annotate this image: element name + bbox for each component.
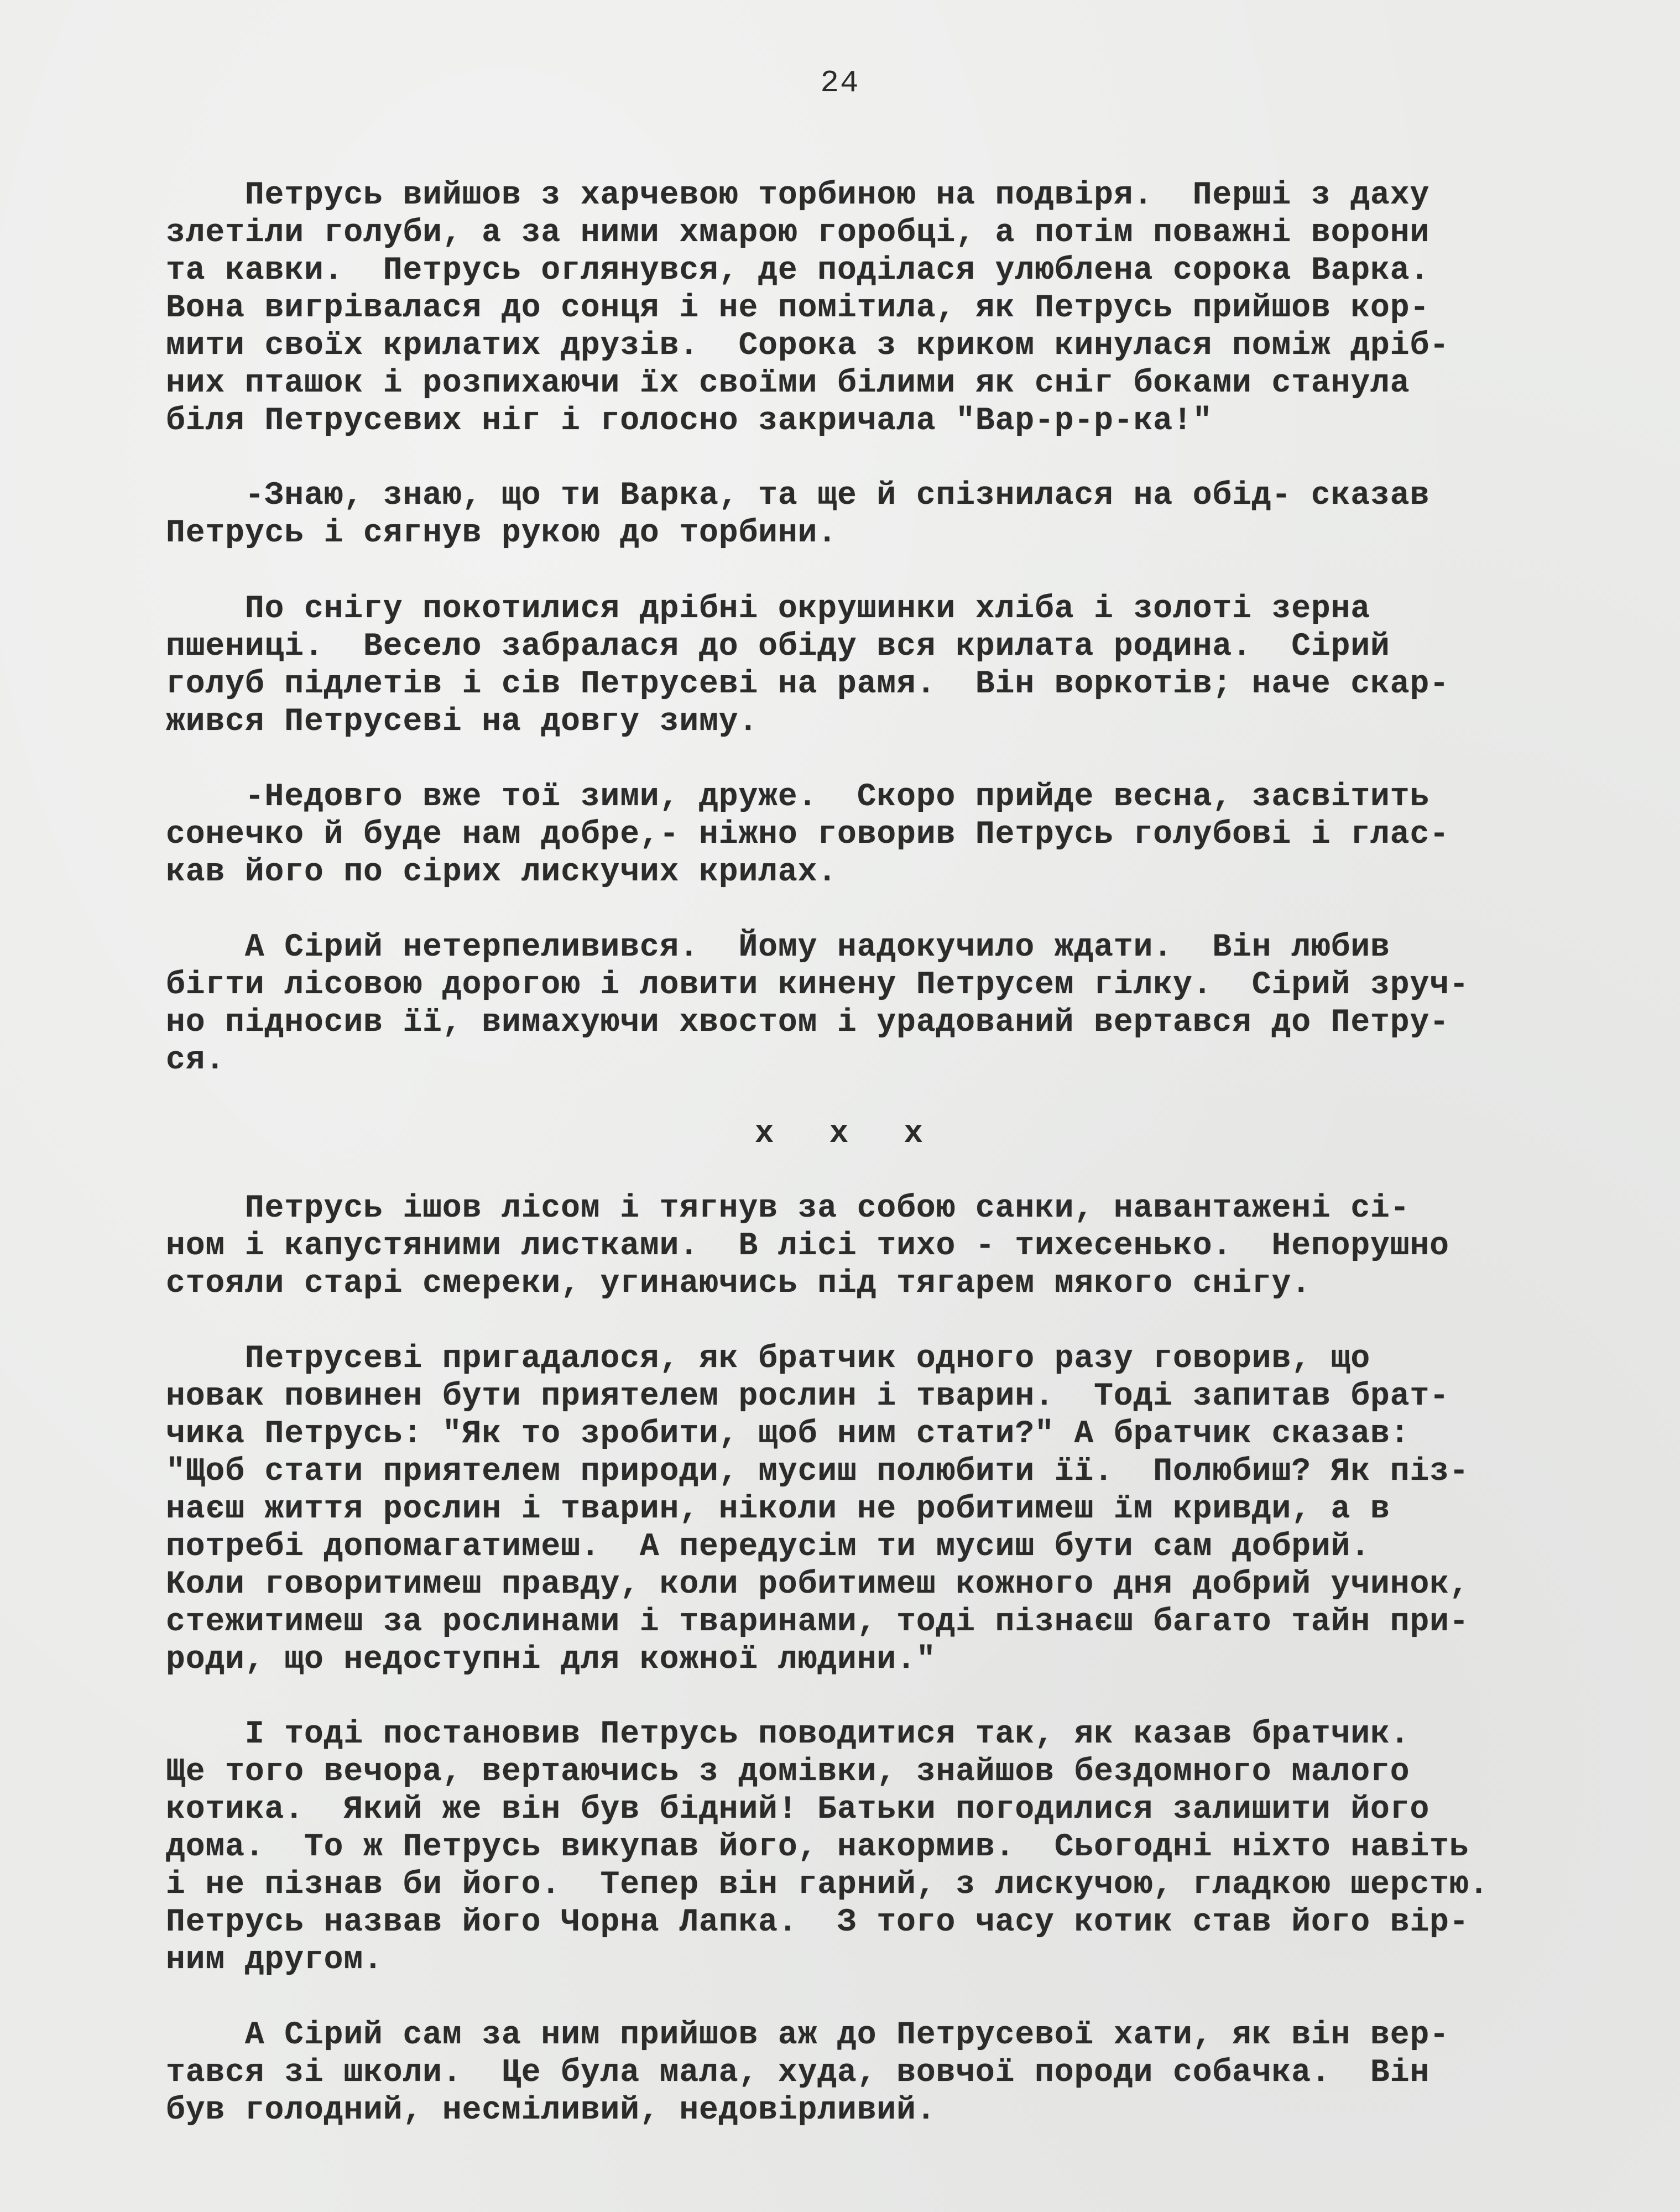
- text-line: "Щоб стати приятелем природи, мусиш полюбити її. Полюбиш? Як піз-: [166, 1454, 1469, 1490]
- text-line: ся.: [166, 1042, 226, 1078]
- text-line: А Сірий сам за ним прийшов аж до Петрусевої хати, як він вер-: [166, 2017, 1449, 2053]
- text-line: -Знаю, знаю, що ти Варка, та ще й спізнилася на обід- сказав: [166, 478, 1430, 514]
- text-line: пшениці. Весело забралася до обіду вся крилата родина. Сірий: [166, 629, 1390, 665]
- divider-mark: x: [754, 1116, 776, 1152]
- text-line: біля Петрусевих ніг і голосно закричала "Вар-р-р-ка!": [166, 403, 1213, 439]
- text-line: них пташок і розпихаючи їх своїми білими як сніг боками станула: [166, 366, 1410, 401]
- text-line: наєш життя рослин і тварин, ніколи не робитимеш їм кривди, а в: [166, 1491, 1390, 1527]
- text-line: голуб підлетів і сів Петрусеві на рамя. Він воркотів; наче скар-: [166, 666, 1449, 702]
- text-line: кав його по сірих лискучих крилах.: [166, 854, 837, 890]
- text-line: стежитимеш за рослинами і тваринами, тоді пізнаєш багато тайн при-: [166, 1604, 1469, 1640]
- text-line: -Недовго вже тої зими, друже. Скоро прийде весна, засвітить: [166, 779, 1430, 815]
- text-line: По снігу покотилися дрібні окрушинки хліба і золоті зерна: [166, 591, 1371, 627]
- text-line: роди, що недоступні для кожної людини.": [166, 1642, 936, 1678]
- text-line: Вона вигрівалася до сонця і не помітила, як Петрусь прийшов кор-: [166, 290, 1430, 326]
- text-line: Коли говоритимеш правду, коли робитимеш кожного дня добрий учинок,: [166, 1567, 1469, 1603]
- text-line: А Сірий нетерпеливився. Йому надокучило ждати. Він любив: [166, 930, 1390, 966]
- page-number: 24: [820, 65, 860, 101]
- text-line: стояли старі смереки, угинаючись під тягарем мякого снігу.: [166, 1266, 1311, 1302]
- text-line: І тоді постановив Петрусь поводитися так, як казав братчик.: [166, 1717, 1410, 1752]
- text-line: чика Петрусь: "Як то зробити, щоб ним стати?" А братчик сказав:: [166, 1416, 1410, 1452]
- text-line: но підносив її, вимахуючи хвостом і урадований вертався до Петру-: [166, 1005, 1449, 1041]
- text-line: ним другом.: [166, 1942, 383, 1978]
- text-line: Петрусеві пригадалося, як братчик одного разу говорив, що: [166, 1341, 1371, 1377]
- text-line: бігти лісовою дорогою і ловити кинену Петрусем гілку. Сірий зруч-: [166, 967, 1469, 1003]
- text-line: Петрусь ішов лісом і тягнув за собою санки, навантажені сі-: [166, 1191, 1410, 1227]
- text-line: Петрусь назвав його Чорна Лапка. З того часу котик став його вір-: [166, 1905, 1469, 1940]
- divider-mark: x: [904, 1116, 926, 1152]
- text-line: котика. Який же він був бідний! Батьки погодилися залишити його: [166, 1792, 1430, 1828]
- text-line: і не пізнав би його. Тепер він гарний, з лискучою, гладкою шерстю.: [166, 1867, 1489, 1903]
- text-line: мити своїх крилатих друзів. Сорока з криком кинулася поміж дріб-: [166, 328, 1449, 364]
- section-divider: [0, 1116, 1680, 1152]
- text-line: новак повинен бути приятелем рослин і тварин. Тоді запитав брат-: [166, 1379, 1449, 1415]
- text-line: тався зі школи. Це була мала, худа, вовчої породи собачка. Він: [166, 2055, 1430, 2091]
- text-line: був голодний, несміливий, недовірливий.: [166, 2093, 936, 2128]
- text-line: Петрусь вийшов з харчевою торбиною на подвіря. Перші з даху: [166, 178, 1430, 213]
- text-line: ном і капустяними листками. В лісі тихо - тихесенько. Непорушно: [166, 1228, 1449, 1264]
- text-line: злетіли голуби, а за ними хмарою горобці, а потім поважні ворони: [166, 215, 1430, 251]
- text-line: та кавки. Петрусь оглянувся, де поділася улюблена сорока Варка.: [166, 253, 1430, 289]
- text-line: сонечко й буде нам добре,- ніжно говорив Петрусь голубові і глас-: [166, 817, 1449, 853]
- text-line: Ще того вечора, вертаючись з домівки, знайшов бездомного малого: [166, 1754, 1410, 1790]
- text-line: дома. То ж Петрусь викупав його, накормив. Сьогодні ніхто навіть: [166, 1829, 1469, 1865]
- text-line: жився Петрусеві на довгу зиму.: [166, 704, 759, 740]
- text-line: потребі допомагатимеш. А передусім ти мусиш бути сам добрий.: [166, 1529, 1371, 1565]
- divider-mark: x: [829, 1116, 851, 1152]
- text-line: Петрусь і сягнув рукою до торбини.: [166, 515, 837, 551]
